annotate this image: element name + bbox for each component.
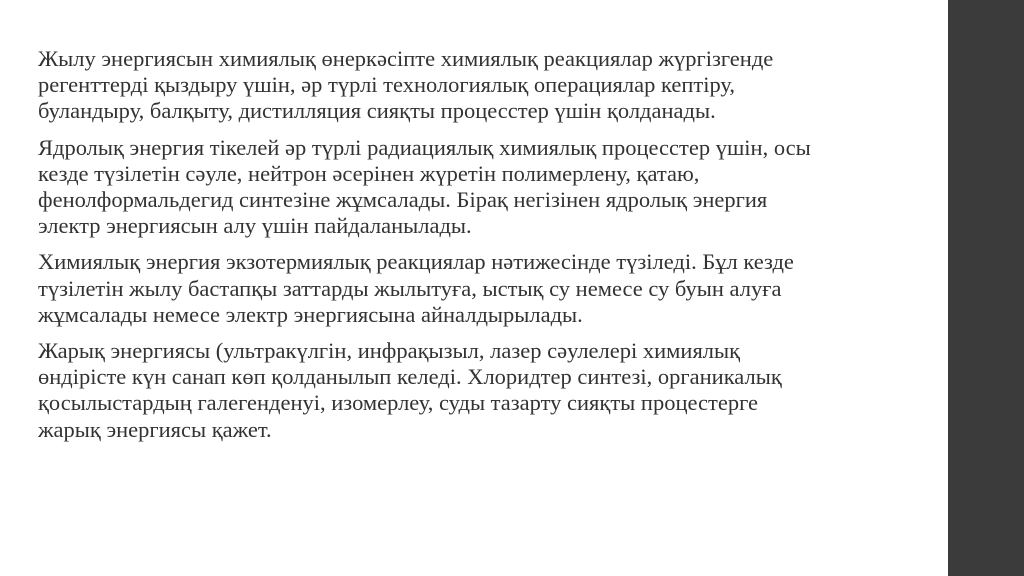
side-bar xyxy=(948,0,1024,576)
paragraph-light-energy: Жарық энергиясы (ультракүлгін, инфрақызыл, лазер сәулелері химиялық өндірісте күн санап көп қолданылып келеді. Хлоридтер синтезі, органикалық қосылыстардың галегенденуі, изомерлеу, суды тазарту сияқты процестерге жарық энергиясы қажет. xyxy=(38,338,782,442)
paragraph-nuclear-energy: Ядролық энергия тікелей әр түрлі радиациялық химиялық процесстер үшін, осы кезде түзілетін сәуле, нейтрон әсерінен жүретін полимерлену, қатаю, фенолформальдегид синтезіне жұмсалады. Бірақ негізінен ядролық энергия электр энергиясын алу үшін пайдаланылады. xyxy=(38,134,811,239)
paragraph-chemical-energy: Химиялық энергия экзотермиялық реакциялар нәтижесінде түзіледі. Бұл кезде түзілетін жылу бастапқы заттарды жылытуға, ыстық су немесе су буын алуға жұмсалады немесе электр энергиясына айналдырылады. xyxy=(38,249,794,327)
slide-body xyxy=(38,46,938,453)
paragraph-thermal-energy: Жылу энергиясын химиялық өнеркәсіпте химиялық реакциялар жүргізгенде регенттерді қыздыру үшін, әр түрлі технологиялық операциялар кептіру, буландыру, балқыту, дистилляция сияқты процесстер үшін қолданады. xyxy=(38,46,774,124)
